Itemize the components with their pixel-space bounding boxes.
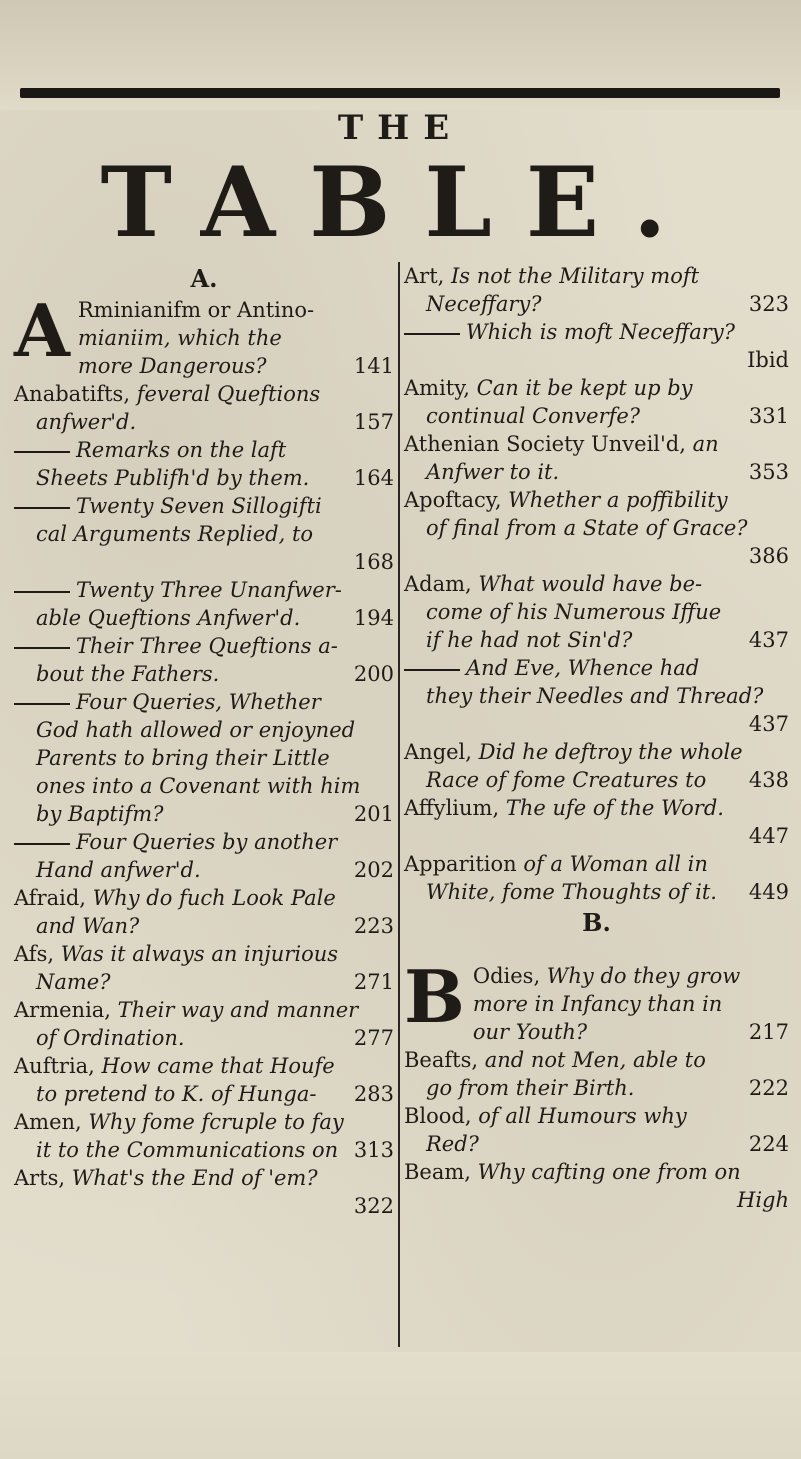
index-entry: Blood, of all Humours why Red? 224 (404, 1104, 789, 1156)
left-column (14, 262, 394, 1220)
index-entry: Four Queries, Whether God hath allowed or enjoyned Parents to bring their Little ones into a Covenant with him by Baptifm? 201 (14, 688, 394, 828)
index-entry: Four Queries by another Hand anfwer'd. 202 (14, 828, 394, 884)
index-entry: Which is moft Neceffary? Ibid (404, 318, 789, 374)
index-entry: A Rminianifm or Antino- mianiim, which the more Dangerous? 141 (14, 288, 394, 378)
index-entry: B Odies, Why do they grow more in Infancy than in our Youth? 217 (404, 954, 789, 1044)
index-entry: Adam, What would have be- come of his Numerous Iffue if he had not Sin'd? 437 (404, 572, 789, 652)
index-entry: Anabatifts, feveral Queftions anfwer'd. 157 (14, 382, 394, 434)
section-letter-a: A. (190, 264, 218, 293)
heading-the: THE (337, 108, 464, 148)
page-bottom-margin (0, 1352, 801, 1459)
drop-cap: A (14, 288, 70, 373)
index-entry: Affylium, The ufe of the Word. 447 (404, 796, 789, 848)
ornamental-rule (20, 88, 780, 98)
index-entry: Apoftacy, Whether a poffibility of final from a State of Grace? 386 (404, 488, 789, 568)
index-entry: Armenia, Their way and manner of Ordination. 277 (14, 998, 394, 1050)
index-entry: Beam, Why cafting one from on High (404, 1160, 789, 1212)
index-entry: Afraid, Why do fuch Look Pale and Wan? 223 (14, 886, 394, 938)
column-divider (398, 262, 400, 1347)
right-column (404, 262, 789, 1214)
index-entry: Twenty Three Unanfwer- able Queftions Anfwer'd. 194 (14, 576, 394, 632)
index-entry: Athenian Society Unveil'd, an Anfwer to it. 353 (404, 432, 789, 484)
index-entry: Arts, What's the End of 'em? 322 (14, 1166, 394, 1218)
index-entry: Angel, Did he deftroy the whole Race of fome Creatures to 438 (404, 740, 789, 792)
section-letter-b: B. (582, 908, 611, 937)
index-entry: Twenty Seven Sillogifti cal Arguments Replied, to 168 (14, 492, 394, 576)
index-entry: Auftria, How came that Houfe to pretend to K. of Hunga- 283 (14, 1054, 394, 1106)
index-entry: Afs, Was it always an injurious Name? 271 (14, 942, 394, 994)
index-entry: And Eve, Whence had they their Needles and Thread? 437 (404, 654, 789, 738)
drop-cap: B (404, 954, 465, 1039)
index-entry: Their Three Queftions a- bout the Fathers. 200 (14, 632, 394, 688)
index-entry: Apparition of a Woman all in White, fome Thoughts of it. 449 (404, 852, 789, 904)
index-entry: Art, Is not the Military moft Neceffary? 323 (404, 264, 789, 316)
heading-table: TABLE. (100, 146, 701, 259)
index-entry: Amen, Why fome fcruple to fay it to the Communications on 313 (14, 1110, 394, 1162)
index-entry: Amity, Can it be kept up by continual Converfe? 331 (404, 376, 789, 428)
index-entry: Remarks on the laft Sheets Publifh'd by them. 164 (14, 436, 394, 492)
index-entry: Beafts, and not Men, able to go from their Birth. 222 (404, 1048, 789, 1100)
